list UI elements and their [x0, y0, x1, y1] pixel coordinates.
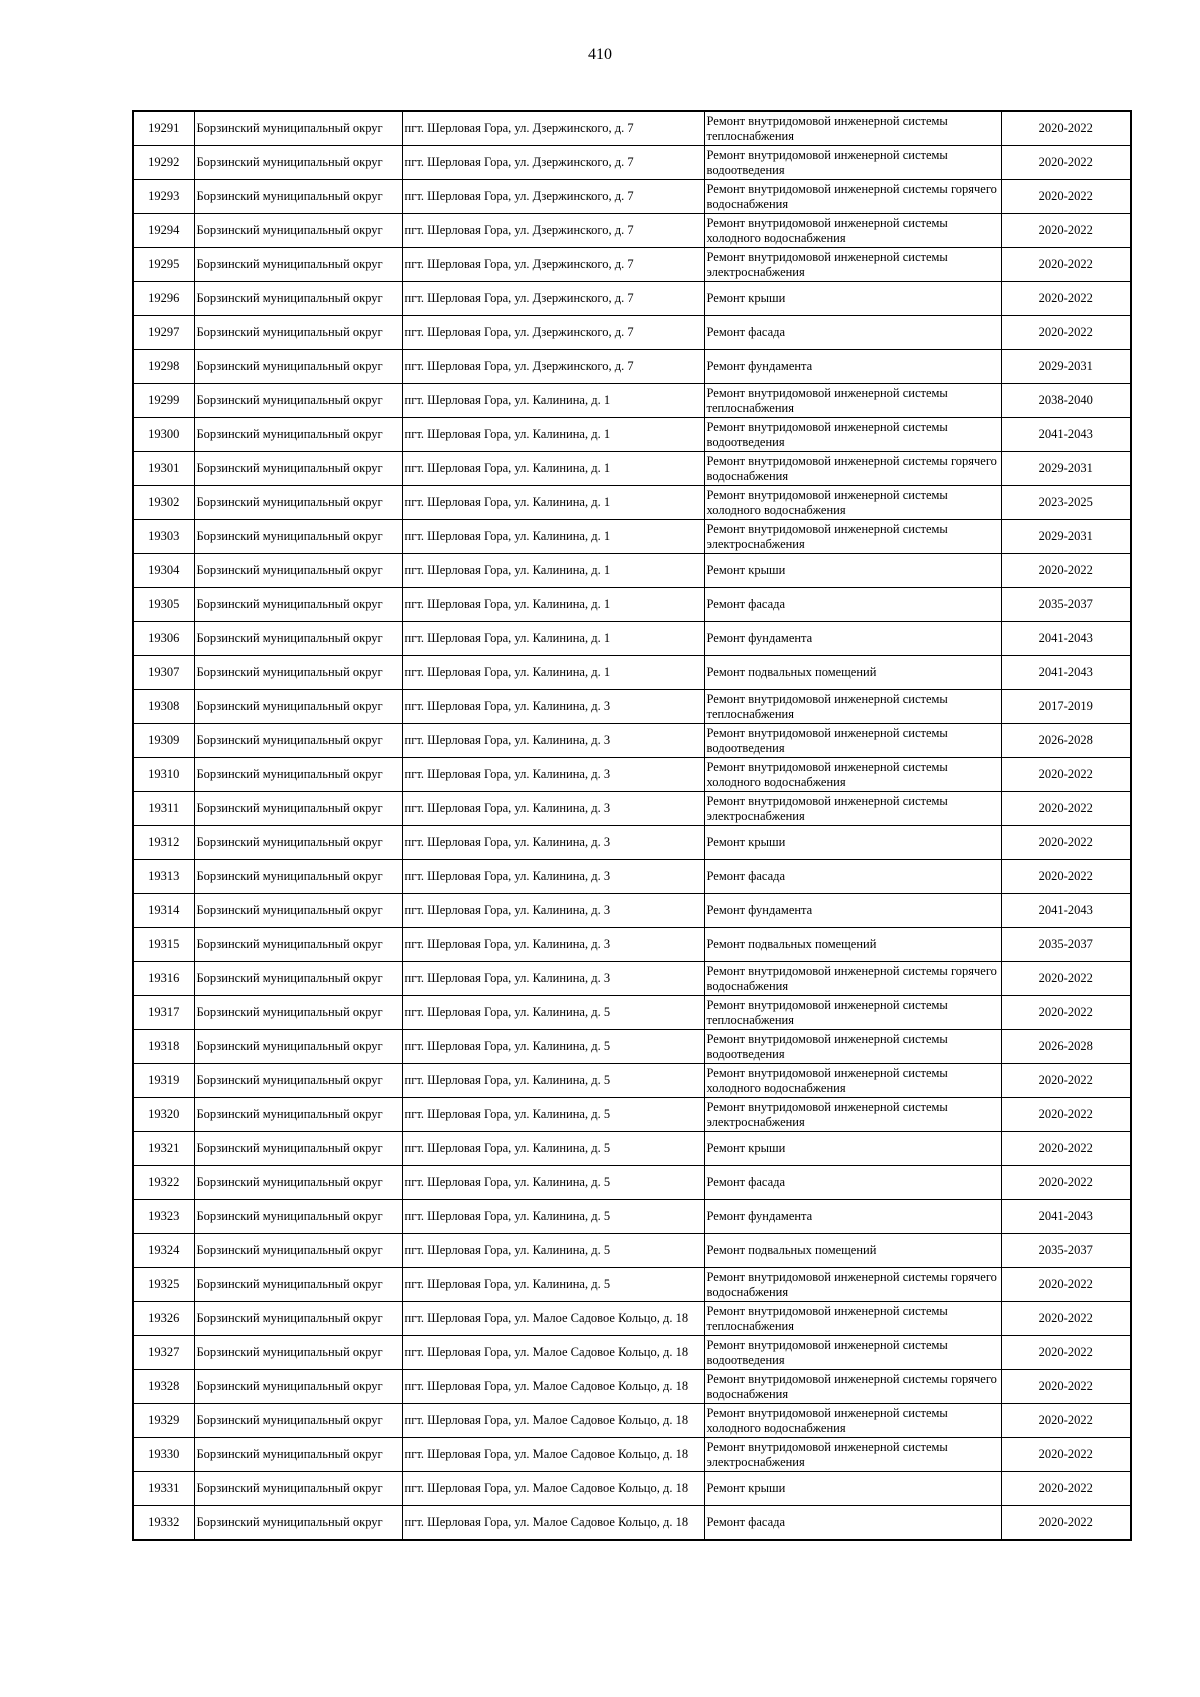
row-number-cell: 19297	[133, 316, 194, 350]
address-cell: пгт. Шерловая Гора, ул. Дзержинского, д. 7	[402, 350, 704, 384]
period-cell: 2020-2022	[1001, 282, 1131, 316]
period-cell: 2035-2037	[1001, 928, 1131, 962]
period-cell: 2029-2031	[1001, 350, 1131, 384]
address-cell: пгт. Шерловая Гора, ул. Малое Садовое Кольцо, д. 18	[402, 1302, 704, 1336]
period-cell: 2020-2022	[1001, 1098, 1131, 1132]
address-cell: пгт. Шерловая Гора, ул. Калинина, д. 5	[402, 1200, 704, 1234]
work-type-cell: Ремонт крыши	[704, 282, 1001, 316]
table-row	[133, 1030, 1131, 1064]
municipality-cell: Борзинский муниципальный округ	[194, 1302, 402, 1336]
work-type-cell: Ремонт внутридомовой инженерной системы водоотведения	[704, 1336, 1001, 1370]
address-cell: пгт. Шерловая Гора, ул. Калинина, д. 1	[402, 656, 704, 690]
row-number-cell: 19327	[133, 1336, 194, 1370]
table-row	[133, 894, 1131, 928]
work-type-cell: Ремонт внутридомовой инженерной системы горячего водоснабжения	[704, 452, 1001, 486]
municipality-cell: Борзинский муниципальный округ	[194, 1200, 402, 1234]
work-type-cell: Ремонт крыши	[704, 1132, 1001, 1166]
work-type-cell: Ремонт внутридомовой инженерной системы горячего водоснабжения	[704, 962, 1001, 996]
table-row	[133, 690, 1131, 724]
row-number-cell: 19321	[133, 1132, 194, 1166]
municipality-cell: Борзинский муниципальный округ	[194, 1506, 402, 1541]
table-row	[133, 826, 1131, 860]
work-type-cell: Ремонт внутридомовой инженерной системы холодного водоснабжения	[704, 1404, 1001, 1438]
row-number-cell: 19304	[133, 554, 194, 588]
table-row	[133, 1166, 1131, 1200]
row-number-cell: 19310	[133, 758, 194, 792]
table-row	[133, 316, 1131, 350]
work-type-cell: Ремонт внутридомовой инженерной системы холодного водоснабжения	[704, 214, 1001, 248]
period-cell: 2020-2022	[1001, 1472, 1131, 1506]
work-type-cell: Ремонт внутридомовой инженерной системы холодного водоснабжения	[704, 1064, 1001, 1098]
municipality-cell: Борзинский муниципальный округ	[194, 180, 402, 214]
municipality-cell: Борзинский муниципальный округ	[194, 1234, 402, 1268]
row-number-cell: 19311	[133, 792, 194, 826]
address-cell: пгт. Шерловая Гора, ул. Дзержинского, д. 7	[402, 282, 704, 316]
period-cell: 2020-2022	[1001, 1166, 1131, 1200]
municipality-cell: Борзинский муниципальный округ	[194, 248, 402, 282]
row-number-cell: 19309	[133, 724, 194, 758]
period-cell: 2020-2022	[1001, 316, 1131, 350]
work-type-cell: Ремонт внутридомовой инженерной системы холодного водоснабжения	[704, 486, 1001, 520]
row-number-cell: 19296	[133, 282, 194, 316]
work-type-cell: Ремонт фундамента	[704, 622, 1001, 656]
period-cell: 2026-2028	[1001, 1030, 1131, 1064]
row-number-cell: 19294	[133, 214, 194, 248]
period-cell: 2020-2022	[1001, 554, 1131, 588]
row-number-cell: 19315	[133, 928, 194, 962]
municipality-cell: Борзинский муниципальный округ	[194, 554, 402, 588]
address-cell: пгт. Шерловая Гора, ул. Калинина, д. 1	[402, 486, 704, 520]
table-row	[133, 588, 1131, 622]
period-cell: 2023-2025	[1001, 486, 1131, 520]
table-row	[133, 1064, 1131, 1098]
address-cell: пгт. Шерловая Гора, ул. Калинина, д. 3	[402, 962, 704, 996]
address-cell: пгт. Шерловая Гора, ул. Дзержинского, д. 7	[402, 111, 704, 146]
row-number-cell: 19301	[133, 452, 194, 486]
period-cell: 2020-2022	[1001, 996, 1131, 1030]
row-number-cell: 19332	[133, 1506, 194, 1541]
row-number-cell: 19306	[133, 622, 194, 656]
municipality-cell: Борзинский муниципальный округ	[194, 520, 402, 554]
work-type-cell: Ремонт внутридомовой инженерной системы теплоснабжения	[704, 384, 1001, 418]
row-number-cell: 19298	[133, 350, 194, 384]
work-type-cell: Ремонт фундамента	[704, 350, 1001, 384]
period-cell: 2026-2028	[1001, 724, 1131, 758]
period-cell: 2041-2043	[1001, 1200, 1131, 1234]
work-type-cell: Ремонт внутридомовой инженерной системы теплоснабжения	[704, 996, 1001, 1030]
period-cell: 2035-2037	[1001, 1234, 1131, 1268]
table-row	[133, 1370, 1131, 1404]
period-cell: 2020-2022	[1001, 248, 1131, 282]
work-type-cell: Ремонт крыши	[704, 1472, 1001, 1506]
municipality-cell: Борзинский муниципальный округ	[194, 1268, 402, 1302]
table-row	[133, 1438, 1131, 1472]
address-cell: пгт. Шерловая Гора, ул. Калинина, д. 1	[402, 520, 704, 554]
municipality-cell: Борзинский муниципальный округ	[194, 1098, 402, 1132]
period-cell: 2020-2022	[1001, 1268, 1131, 1302]
period-cell: 2020-2022	[1001, 1132, 1131, 1166]
row-number-cell: 19293	[133, 180, 194, 214]
work-type-cell: Ремонт внутридомовой инженерной системы теплоснабжения	[704, 111, 1001, 146]
row-number-cell: 19292	[133, 146, 194, 180]
municipality-cell: Борзинский муниципальный округ	[194, 111, 402, 146]
address-cell: пгт. Шерловая Гора, ул. Калинина, д. 3	[402, 792, 704, 826]
municipality-cell: Борзинский муниципальный округ	[194, 860, 402, 894]
work-type-cell: Ремонт подвальных помещений	[704, 656, 1001, 690]
period-cell: 2035-2037	[1001, 588, 1131, 622]
address-cell: пгт. Шерловая Гора, ул. Калинина, д. 5	[402, 1268, 704, 1302]
repair-schedule-table	[132, 110, 1132, 1541]
period-cell: 2020-2022	[1001, 962, 1131, 996]
work-type-cell: Ремонт внутридомовой инженерной системы теплоснабжения	[704, 690, 1001, 724]
municipality-cell: Борзинский муниципальный округ	[194, 622, 402, 656]
table-row	[133, 214, 1131, 248]
work-type-cell: Ремонт внутридомовой инженерной системы электроснабжения	[704, 520, 1001, 554]
row-number-cell: 19318	[133, 1030, 194, 1064]
address-cell: пгт. Шерловая Гора, ул. Малое Садовое Кольцо, д. 18	[402, 1336, 704, 1370]
table-row	[133, 111, 1131, 146]
work-type-cell: Ремонт внутридомовой инженерной системы электроснабжения	[704, 1438, 1001, 1472]
period-cell: 2020-2022	[1001, 180, 1131, 214]
row-number-cell: 19295	[133, 248, 194, 282]
table-row	[133, 758, 1131, 792]
row-number-cell: 19313	[133, 860, 194, 894]
row-number-cell: 19324	[133, 1234, 194, 1268]
table-row	[133, 1200, 1131, 1234]
table-row	[133, 656, 1131, 690]
period-cell: 2020-2022	[1001, 1302, 1131, 1336]
table-row	[133, 1404, 1131, 1438]
table-row	[133, 180, 1131, 214]
table-row	[133, 1336, 1131, 1370]
address-cell: пгт. Шерловая Гора, ул. Дзержинского, д. 7	[402, 316, 704, 350]
table-row	[133, 248, 1131, 282]
municipality-cell: Борзинский муниципальный округ	[194, 1336, 402, 1370]
row-number-cell: 19328	[133, 1370, 194, 1404]
period-cell: 2020-2022	[1001, 1404, 1131, 1438]
address-cell: пгт. Шерловая Гора, ул. Калинина, д. 1	[402, 384, 704, 418]
row-number-cell: 19307	[133, 656, 194, 690]
work-type-cell: Ремонт внутридомовой инженерной системы электроснабжения	[704, 1098, 1001, 1132]
work-type-cell: Ремонт фундамента	[704, 894, 1001, 928]
work-type-cell: Ремонт фасада	[704, 316, 1001, 350]
address-cell: пгт. Шерловая Гора, ул. Дзержинского, д. 7	[402, 180, 704, 214]
address-cell: пгт. Шерловая Гора, ул. Малое Садовое Кольцо, д. 18	[402, 1370, 704, 1404]
table-row	[133, 350, 1131, 384]
address-cell: пгт. Шерловая Гора, ул. Калинина, д. 5	[402, 1166, 704, 1200]
address-cell: пгт. Шерловая Гора, ул. Калинина, д. 5	[402, 1234, 704, 1268]
row-number-cell: 19319	[133, 1064, 194, 1098]
table-row	[133, 1472, 1131, 1506]
municipality-cell: Борзинский муниципальный округ	[194, 384, 402, 418]
period-cell: 2038-2040	[1001, 384, 1131, 418]
address-cell: пгт. Шерловая Гора, ул. Калинина, д. 5	[402, 996, 704, 1030]
municipality-cell: Борзинский муниципальный округ	[194, 418, 402, 452]
address-cell: пгт. Шерловая Гора, ул. Калинина, д. 1	[402, 452, 704, 486]
work-type-cell: Ремонт фундамента	[704, 1200, 1001, 1234]
table-row	[133, 1302, 1131, 1336]
work-type-cell: Ремонт внутридомовой инженерной системы водоотведения	[704, 146, 1001, 180]
row-number-cell: 19314	[133, 894, 194, 928]
row-number-cell: 19326	[133, 1302, 194, 1336]
period-cell: 2041-2043	[1001, 894, 1131, 928]
period-cell: 2020-2022	[1001, 111, 1131, 146]
row-number-cell: 19291	[133, 111, 194, 146]
address-cell: пгт. Шерловая Гора, ул. Калинина, д. 3	[402, 758, 704, 792]
row-number-cell: 19323	[133, 1200, 194, 1234]
work-type-cell: Ремонт фасада	[704, 1506, 1001, 1541]
table-row	[133, 384, 1131, 418]
municipality-cell: Борзинский муниципальный округ	[194, 146, 402, 180]
address-cell: пгт. Шерловая Гора, ул. Калинина, д. 3	[402, 894, 704, 928]
address-cell: пгт. Шерловая Гора, ул. Калинина, д. 3	[402, 826, 704, 860]
table-row	[133, 1098, 1131, 1132]
work-type-cell: Ремонт внутридомовой инженерной системы электроснабжения	[704, 792, 1001, 826]
municipality-cell: Борзинский муниципальный округ	[194, 282, 402, 316]
municipality-cell: Борзинский муниципальный округ	[194, 486, 402, 520]
address-cell: пгт. Шерловая Гора, ул. Малое Садовое Кольцо, д. 18	[402, 1472, 704, 1506]
table-row	[133, 520, 1131, 554]
table-row	[133, 622, 1131, 656]
work-type-cell: Ремонт внутридомовой инженерной системы горячего водоснабжения	[704, 1370, 1001, 1404]
work-type-cell: Ремонт внутридомовой инженерной системы теплоснабжения	[704, 1302, 1001, 1336]
municipality-cell: Борзинский муниципальный округ	[194, 350, 402, 384]
table-row	[133, 1268, 1131, 1302]
table-row	[133, 1506, 1131, 1541]
table-row	[133, 146, 1131, 180]
row-number-cell: 19300	[133, 418, 194, 452]
address-cell: пгт. Шерловая Гора, ул. Калинина, д. 1	[402, 418, 704, 452]
row-number-cell: 19322	[133, 1166, 194, 1200]
period-cell: 2041-2043	[1001, 622, 1131, 656]
row-number-cell: 19329	[133, 1404, 194, 1438]
period-cell: 2020-2022	[1001, 1370, 1131, 1404]
municipality-cell: Борзинский муниципальный округ	[194, 1166, 402, 1200]
period-cell: 2020-2022	[1001, 1438, 1131, 1472]
period-cell: 2020-2022	[1001, 792, 1131, 826]
row-number-cell: 19317	[133, 996, 194, 1030]
period-cell: 2029-2031	[1001, 452, 1131, 486]
municipality-cell: Борзинский муниципальный округ	[194, 826, 402, 860]
work-type-cell: Ремонт крыши	[704, 554, 1001, 588]
row-number-cell: 19330	[133, 1438, 194, 1472]
address-cell: пгт. Шерловая Гора, ул. Калинина, д. 1	[402, 554, 704, 588]
municipality-cell: Борзинский муниципальный округ	[194, 452, 402, 486]
table-row	[133, 452, 1131, 486]
address-cell: пгт. Шерловая Гора, ул. Калинина, д. 5	[402, 1064, 704, 1098]
row-number-cell: 19303	[133, 520, 194, 554]
address-cell: пгт. Шерловая Гора, ул. Калинина, д. 5	[402, 1030, 704, 1064]
address-cell: пгт. Шерловая Гора, ул. Дзержинского, д. 7	[402, 214, 704, 248]
address-cell: пгт. Шерловая Гора, ул. Дзержинского, д. 7	[402, 146, 704, 180]
municipality-cell: Борзинский муниципальный округ	[194, 214, 402, 248]
row-number-cell: 19325	[133, 1268, 194, 1302]
table-row	[133, 486, 1131, 520]
work-type-cell: Ремонт крыши	[704, 826, 1001, 860]
work-type-cell: Ремонт внутридомовой инженерной системы водоотведения	[704, 418, 1001, 452]
row-number-cell: 19305	[133, 588, 194, 622]
work-type-cell: Ремонт внутридомовой инженерной системы холодного водоснабжения	[704, 758, 1001, 792]
address-cell: пгт. Шерловая Гора, ул. Калинина, д. 5	[402, 1132, 704, 1166]
table-row	[133, 724, 1131, 758]
work-type-cell: Ремонт внутридомовой инженерной системы горячего водоснабжения	[704, 180, 1001, 214]
address-cell: пгт. Шерловая Гора, ул. Калинина, д. 3	[402, 928, 704, 962]
municipality-cell: Борзинский муниципальный округ	[194, 1404, 402, 1438]
table-row	[133, 860, 1131, 894]
row-number-cell: 19302	[133, 486, 194, 520]
page-number: 410	[588, 46, 612, 63]
period-cell: 2020-2022	[1001, 146, 1131, 180]
period-cell: 2041-2043	[1001, 418, 1131, 452]
address-cell: пгт. Шерловая Гора, ул. Калинина, д. 3	[402, 690, 704, 724]
work-type-cell: Ремонт внутридомовой инженерной системы водоотведения	[704, 724, 1001, 758]
row-number-cell: 19308	[133, 690, 194, 724]
table-row	[133, 792, 1131, 826]
table-row	[133, 554, 1131, 588]
municipality-cell: Борзинский муниципальный округ	[194, 588, 402, 622]
municipality-cell: Борзинский муниципальный округ	[194, 316, 402, 350]
municipality-cell: Борзинский муниципальный округ	[194, 724, 402, 758]
table-row	[133, 1234, 1131, 1268]
period-cell: 2020-2022	[1001, 1506, 1131, 1541]
municipality-cell: Борзинский муниципальный округ	[194, 928, 402, 962]
work-type-cell: Ремонт подвальных помещений	[704, 1234, 1001, 1268]
municipality-cell: Борзинский муниципальный округ	[194, 1132, 402, 1166]
municipality-cell: Борзинский муниципальный округ	[194, 894, 402, 928]
work-type-cell: Ремонт фасада	[704, 1166, 1001, 1200]
municipality-cell: Борзинский муниципальный округ	[194, 1030, 402, 1064]
row-number-cell: 19312	[133, 826, 194, 860]
row-number-cell: 19316	[133, 962, 194, 996]
address-cell: пгт. Шерловая Гора, ул. Калинина, д. 5	[402, 1098, 704, 1132]
municipality-cell: Борзинский муниципальный округ	[194, 996, 402, 1030]
table-row	[133, 996, 1131, 1030]
table-row	[133, 962, 1131, 996]
address-cell: пгт. Шерловая Гора, ул. Калинина, д. 1	[402, 622, 704, 656]
row-number-cell: 19320	[133, 1098, 194, 1132]
period-cell: 2020-2022	[1001, 214, 1131, 248]
table-body	[133, 111, 1131, 1540]
period-cell: 2017-2019	[1001, 690, 1131, 724]
municipality-cell: Борзинский муниципальный округ	[194, 792, 402, 826]
period-cell: 2020-2022	[1001, 1064, 1131, 1098]
municipality-cell: Борзинский муниципальный округ	[194, 1370, 402, 1404]
municipality-cell: Борзинский муниципальный округ	[194, 656, 402, 690]
address-cell: пгт. Шерловая Гора, ул. Дзержинского, д. 7	[402, 248, 704, 282]
period-cell: 2020-2022	[1001, 860, 1131, 894]
municipality-cell: Борзинский муниципальный округ	[194, 1064, 402, 1098]
municipality-cell: Борзинский муниципальный округ	[194, 758, 402, 792]
municipality-cell: Борзинский муниципальный округ	[194, 1438, 402, 1472]
period-cell: 2041-2043	[1001, 656, 1131, 690]
address-cell: пгт. Шерловая Гора, ул. Малое Садовое Кольцо, д. 18	[402, 1438, 704, 1472]
table-row	[133, 1132, 1131, 1166]
address-cell: пгт. Шерловая Гора, ул. Малое Садовое Кольцо, д. 18	[402, 1506, 704, 1541]
work-type-cell: Ремонт фасада	[704, 860, 1001, 894]
period-cell: 2020-2022	[1001, 758, 1131, 792]
table-row	[133, 418, 1131, 452]
work-type-cell: Ремонт внутридомовой инженерной системы электроснабжения	[704, 248, 1001, 282]
row-number-cell: 19331	[133, 1472, 194, 1506]
address-cell: пгт. Шерловая Гора, ул. Калинина, д. 3	[402, 860, 704, 894]
period-cell: 2029-2031	[1001, 520, 1131, 554]
work-type-cell: Ремонт внутридомовой инженерной системы водоотведения	[704, 1030, 1001, 1064]
period-cell: 2020-2022	[1001, 1336, 1131, 1370]
work-type-cell: Ремонт подвальных помещений	[704, 928, 1001, 962]
table-row	[133, 928, 1131, 962]
municipality-cell: Борзинский муниципальный округ	[194, 962, 402, 996]
municipality-cell: Борзинский муниципальный округ	[194, 690, 402, 724]
row-number-cell: 19299	[133, 384, 194, 418]
period-cell: 2020-2022	[1001, 826, 1131, 860]
table-row	[133, 282, 1131, 316]
work-type-cell: Ремонт внутридомовой инженерной системы горячего водоснабжения	[704, 1268, 1001, 1302]
municipality-cell: Борзинский муниципальный округ	[194, 1472, 402, 1506]
address-cell: пгт. Шерловая Гора, ул. Малое Садовое Кольцо, д. 18	[402, 1404, 704, 1438]
address-cell: пгт. Шерловая Гора, ул. Калинина, д. 1	[402, 588, 704, 622]
work-type-cell: Ремонт фасада	[704, 588, 1001, 622]
address-cell: пгт. Шерловая Гора, ул. Калинина, д. 3	[402, 724, 704, 758]
